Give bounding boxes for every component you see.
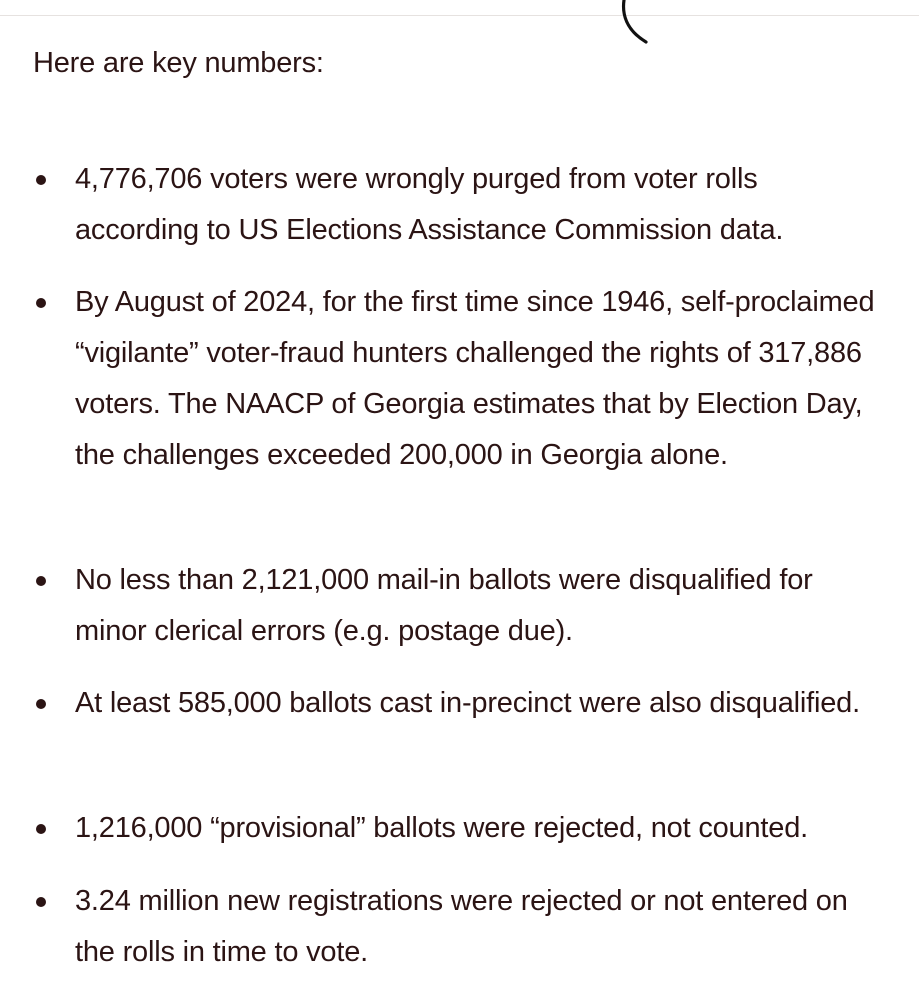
bullet-dot: [36, 824, 46, 834]
bullet-dot: [36, 699, 46, 709]
bullet-text: By August of 2024, for the first time since 1946, self-proclaimed “vigilante” voter-fraud hunters challenged the rights of 317,886 voters. The NAACP of Georgia estimates that by Election Day, the challenges exceeded 200,000 in Georgia alone.: [75, 286, 875, 471]
bullet-dot: [36, 897, 46, 907]
bullet-dot: [36, 576, 46, 586]
bullet-dot: [36, 298, 46, 308]
bullet-text: 3.24 million new registrations were rejected or not entered on the rolls in time to vote.: [75, 885, 848, 968]
bullet-text: No less than 2,121,000 mail-in ballots were disqualified for minor clerical errors (e.g. postage due).: [75, 564, 813, 647]
bullet-dot: [36, 175, 46, 185]
bullet-text: At least 585,000 ballots cast in-precinct were also disqualified.: [75, 687, 860, 719]
bullet-text: 1,216,000 “provisional” ballots were rejected, not counted.: [75, 812, 808, 844]
intro-text: Here are key numbers:: [33, 47, 324, 79]
bullet-text: 4,776,706 voters were wrongly purged from voter rolls according to US Elections Assistance Commission data.: [75, 163, 784, 246]
